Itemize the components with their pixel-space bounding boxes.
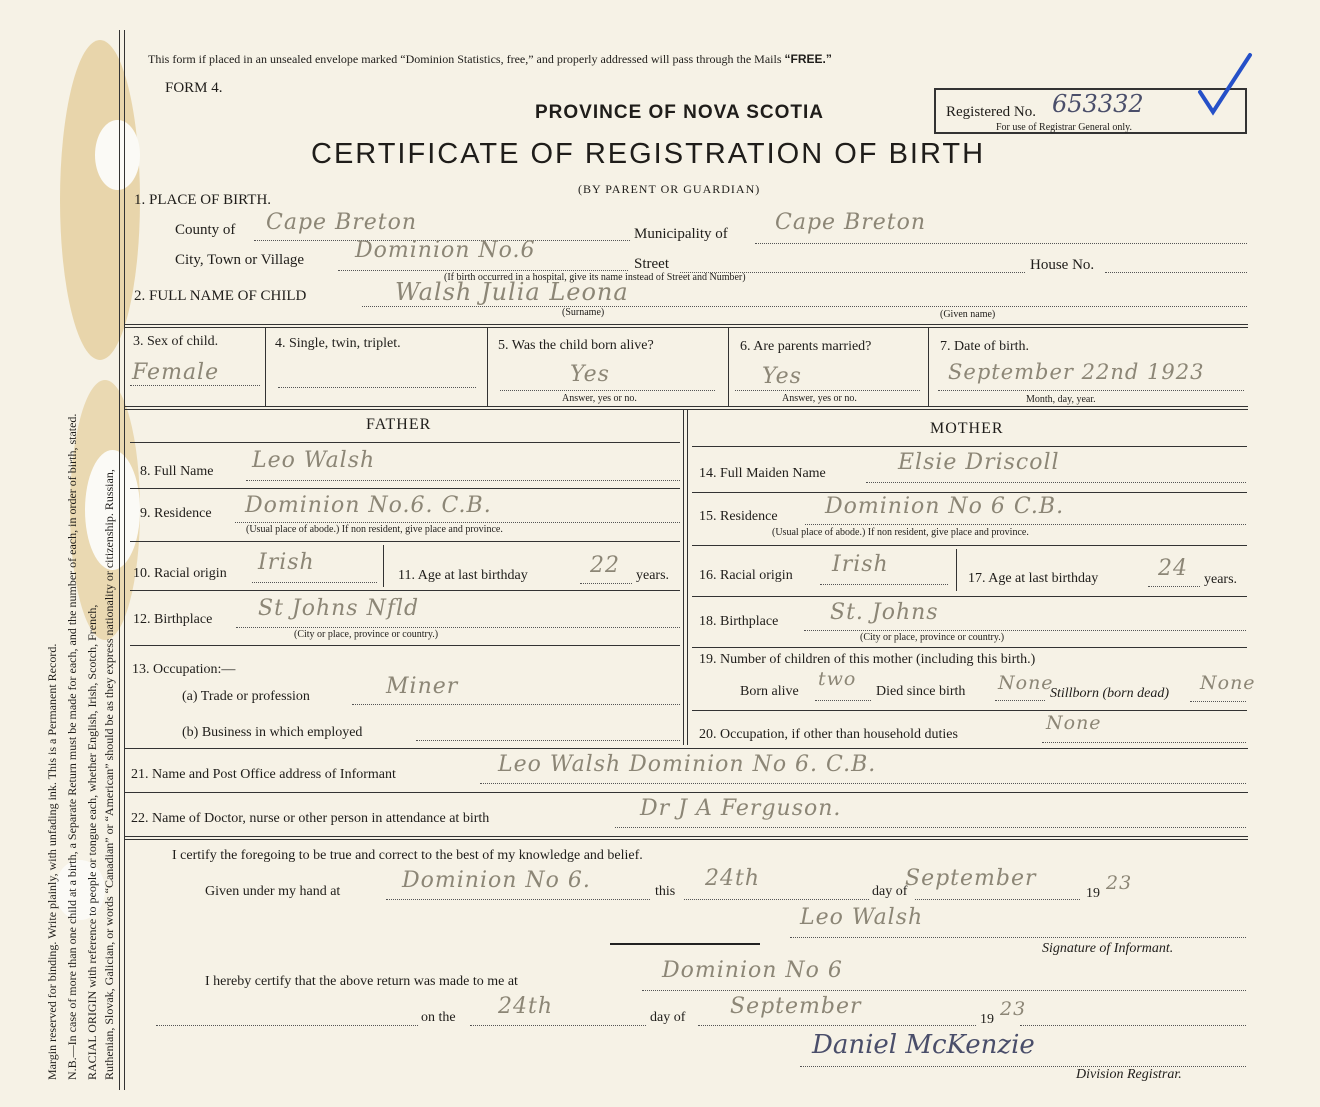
date-of-birth-value: September 22nd 1923	[948, 360, 1205, 384]
city-value: Dominion No.6	[355, 238, 536, 263]
sex-label: 3. Sex of child.	[133, 334, 219, 349]
mother-residence-note: (Usual place of abode.) If non resident, give place and province.	[772, 527, 1029, 538]
born-alive-count-label: Born alive	[740, 684, 799, 699]
mail-notice-text: This form if placed in an unsealed envelope marked “Dominion Statistics, free,” and properly addressed will pass through the Mails	[148, 52, 782, 66]
mother-residence-value: Dominion No 6 C.B.	[825, 494, 1065, 519]
mother-birthplace-value: St. Johns	[830, 600, 939, 625]
mother-age-value: 24	[1158, 556, 1188, 581]
born-alive-note: Answer, yes or no.	[562, 393, 637, 404]
plurality-label: 4. Single, twin, triplet.	[275, 336, 401, 351]
given-year-prefix: 19	[1086, 886, 1100, 901]
registrar-month-value: September	[730, 994, 862, 1019]
form-number: FORM 4.	[165, 80, 223, 96]
born-alive-label: 5. Was the child born alive?	[498, 338, 654, 353]
house-number-label: House No.	[1030, 257, 1095, 273]
registrar-place: Dominion No 6	[662, 958, 843, 983]
surname-note: (Surname)	[562, 307, 605, 318]
father-heading: FATHER	[366, 416, 432, 433]
given-day-value: 24th	[705, 866, 761, 891]
informant-value: Leo Walsh Dominion No 6. C.B.	[498, 752, 877, 777]
county-label: County of	[175, 222, 236, 238]
father-name-value: Leo Walsh	[252, 448, 376, 473]
father-trade-value: Miner	[386, 674, 459, 699]
registrar-caption: Division Registrar.	[1076, 1067, 1182, 1082]
mother-occupation-value: None	[1046, 712, 1102, 734]
father-age-value: 22	[590, 553, 620, 578]
sex-value: Female	[132, 360, 220, 385]
father-age-label: 11. Age at last birthday	[398, 568, 528, 583]
mother-birthplace-label: 18. Birthplace	[699, 614, 779, 629]
registrar-year-value: 23	[1000, 998, 1027, 1020]
municipality-label: Municipality of	[634, 226, 728, 242]
province-heading: PROVINCE OF NOVA SCOTIA	[535, 102, 825, 123]
mail-notice	[148, 52, 832, 67]
father-business-label: (b) Business in which employed	[182, 725, 363, 740]
father-occupation-label: 13. Occupation:—	[132, 662, 236, 677]
mother-residence-label: 15. Residence	[699, 509, 778, 524]
margin-rule-inner	[124, 30, 125, 1090]
mail-free-text: “FREE.”	[784, 52, 832, 66]
registered-number: 653332	[1052, 90, 1144, 118]
mother-age-unit: years.	[1204, 572, 1238, 587]
date-of-birth-label: 7. Date of birth.	[940, 339, 1030, 354]
checkmark-icon	[1195, 50, 1255, 120]
mother-occupation-label: 20. Occupation, if other than household duties	[699, 727, 958, 742]
registrar-day-value: 24th	[498, 994, 554, 1019]
place-of-birth-heading: 1. PLACE OF BIRTH.	[134, 192, 272, 208]
father-name-label: 8. Full Name	[140, 464, 214, 479]
mother-children-label: 19. Number of children of this mother (including this birth.)	[699, 652, 1036, 667]
informant-label: 21. Name and Post Office address of Informant	[131, 767, 396, 782]
father-residence-value: Dominion No.6. C.B.	[245, 493, 492, 518]
margin-note-multiple-births: N.B.—In case of more than one child at a birth, a Separate Return must be made for each, and the number of each, in order of birth, stated.	[65, 413, 79, 1080]
margin-note-nationality: Ruthenian, Slovak, Galician, or words “Canadian” or “American” should be as they express nationality or citizenship. Russian,	[102, 469, 116, 1080]
mother-name-value: Elsie Driscoll	[898, 450, 1060, 475]
municipality-value: Cape Breton	[775, 210, 927, 235]
margin-note-racial-origin: RACIAL ORIGIN with reference to people or tongue each, whether English, Irish, Scotch, French,	[85, 604, 99, 1080]
mother-age-label: 17. Age at last birthday	[968, 571, 1099, 586]
married-note: Answer, yes or no.	[782, 393, 857, 404]
father-trade-label: (a) Trade or profession	[182, 689, 310, 704]
mother-birthplace-note: (City or place, province or country.)	[860, 632, 1005, 643]
father-residence-note: (Usual place of abode.) If non resident, give place and province.	[246, 524, 503, 535]
informant-signature-caption: Signature of Informant.	[1042, 941, 1174, 956]
given-this-label: this	[655, 884, 676, 899]
father-birthplace-label: 12. Birthplace	[133, 612, 213, 627]
street-label: Street	[634, 256, 669, 272]
died-since-birth-value: None	[998, 672, 1054, 694]
father-birthplace-note: (City or place, province or country.)	[294, 629, 439, 640]
date-of-birth-note: Month, day, year.	[1026, 394, 1096, 405]
mother-name-label: 14. Full Maiden Name	[699, 466, 826, 481]
registered-label: Registered No.	[946, 104, 1036, 120]
certificate-title: CERTIFICATE OF REGISTRATION OF BIRTH	[311, 138, 986, 170]
city-label: City, Town or Village	[175, 252, 305, 268]
given-name-note: (Given name)	[940, 309, 996, 320]
married-value: Yes	[762, 364, 802, 389]
father-residence-label: 9. Residence	[140, 506, 212, 521]
street-note: (If birth occurred in a hospital, give its name instead of Street and Number)	[444, 272, 746, 283]
father-age-unit: years.	[636, 568, 670, 583]
given-month-value: September	[905, 866, 1037, 891]
born-alive-value: Yes	[570, 362, 610, 387]
registrar-signature: Daniel McKenzie	[812, 1030, 1035, 1060]
registrar-statement: I hereby certify that the above return was made to me at	[205, 974, 518, 989]
county-value: Cape Breton	[266, 210, 418, 235]
informant-signature: Leo Walsh	[800, 905, 924, 930]
given-day-of-label: day of	[872, 884, 908, 899]
married-label: 6. Are parents married?	[740, 339, 872, 354]
given-year-value: 23	[1106, 872, 1133, 894]
registrar-on-the-label: on the	[421, 1010, 456, 1025]
died-since-birth-label: Died since birth	[876, 684, 966, 699]
registrar-day-of-label: day of	[650, 1010, 686, 1025]
certificate-subtitle: (BY PARENT OR GUARDIAN)	[578, 182, 761, 196]
margin-rule	[119, 30, 120, 1090]
registered-note: For use of Registrar General only.	[996, 122, 1132, 133]
father-birthplace-value: St Johns Nfld	[258, 596, 420, 621]
registrar-year-prefix: 19	[980, 1012, 994, 1027]
margin-note-binding: Margin reserved for binding. Write plainly, with unfading ink. This is a Permanent Record.	[45, 643, 59, 1080]
given-at-label: Given under my hand at	[205, 884, 341, 899]
certification-statement: I certify the foregoing to be true and correct to the best of my knowledge and belief.	[172, 848, 643, 863]
child-name-label: 2. FULL NAME OF CHILD	[134, 288, 307, 304]
mother-heading: MOTHER	[930, 420, 1004, 437]
father-racial-value: Irish	[258, 550, 315, 575]
father-racial-label: 10. Racial origin	[133, 566, 227, 581]
mother-racial-value: Irish	[832, 552, 889, 577]
born-alive-count-value: two	[818, 668, 857, 690]
doctor-value: Dr J A Ferguson.	[640, 796, 842, 821]
stillborn-label: Stillborn (born dead)	[1050, 686, 1169, 701]
child-name-value: Walsh Julia Leona	[395, 278, 629, 306]
mother-racial-label: 16. Racial origin	[699, 568, 793, 583]
doctor-label: 22. Name of Doctor, nurse or other person in attendance at birth	[131, 811, 490, 826]
stillborn-value: None	[1200, 672, 1256, 694]
given-at-place: Dominion No 6.	[402, 868, 591, 893]
